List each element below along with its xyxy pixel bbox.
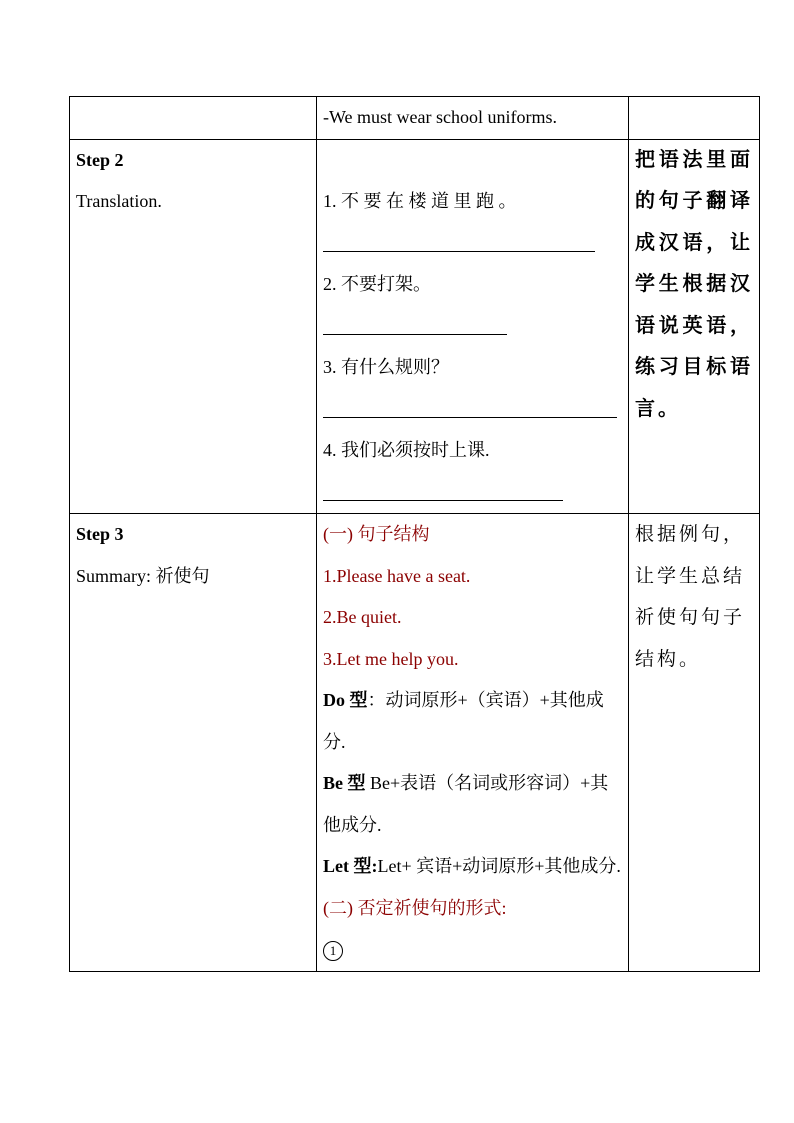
example-3: 3.Let me help you. [323, 648, 459, 669]
translation-item-2: 2. 不要打架。 [323, 274, 431, 294]
do-type-label: Do 型 [323, 690, 368, 710]
lesson-plan-table [69, 96, 760, 972]
translation-item-4: 4. 我们必须按时上课. [323, 440, 490, 460]
section-heading-negative: (二) 否定祈使句的形式: [323, 897, 507, 918]
do-type-rule [323, 680, 622, 763]
do-type-text: ：动词原形+（宾语）+其他成分. [323, 690, 604, 752]
be-type-label: Be 型 [323, 773, 366, 793]
table-row [70, 514, 760, 972]
step3-title: Step 3 [76, 524, 124, 544]
be-type-rule [323, 763, 622, 846]
step3-label-cell [70, 514, 317, 972]
table-row [70, 139, 760, 514]
let-type-text: Let+ 宾语+动词原形+其他成分. [377, 856, 621, 876]
step3-note: 根据例句，让学生总结祈使句句子结构。 [635, 524, 746, 670]
let-type-label: Let 型: [323, 856, 378, 876]
let-type-rule [323, 846, 622, 888]
row1-col1 [70, 97, 317, 140]
translation-item-3: 3. 有什么规则？ [323, 357, 449, 377]
uniform-sentence: -We must wear school uniforms. [323, 107, 557, 127]
step2-note-cell [629, 139, 760, 514]
answer-line-3 [323, 389, 622, 431]
step2-title: Step 2 [76, 149, 124, 170]
example-1: 1.Please have a seat. [323, 565, 471, 586]
answer-line-2 [323, 306, 622, 348]
answer-line-1 [323, 223, 622, 265]
step2-label-cell [70, 139, 317, 514]
table-row [70, 97, 760, 140]
answer-line-4 [323, 472, 622, 514]
example-2: 2.Be quiet. [323, 607, 402, 627]
step3-note-cell [629, 514, 760, 972]
step2-subtitle: Translation. [76, 191, 162, 211]
row1-col2 [317, 97, 629, 140]
step3-content-cell [317, 514, 629, 972]
step2-content-cell [317, 139, 629, 514]
circled-number-one: 1 [323, 941, 343, 961]
section-heading-structure: (一) 句子结构 [323, 524, 430, 544]
step2-note: 把语法里面的句子翻译成汉语，让学生根据汉语说英语，练习目标语言。 [635, 148, 753, 420]
row1-col3 [629, 97, 760, 140]
translation-item-1: 1. 不 要 在 楼 道 里 跑 。 [323, 191, 517, 211]
step3-subtitle: Summary: 祈使句 [76, 565, 210, 586]
be-type-text: Be+表语（名词或形容词）+其他成分. [323, 773, 609, 835]
